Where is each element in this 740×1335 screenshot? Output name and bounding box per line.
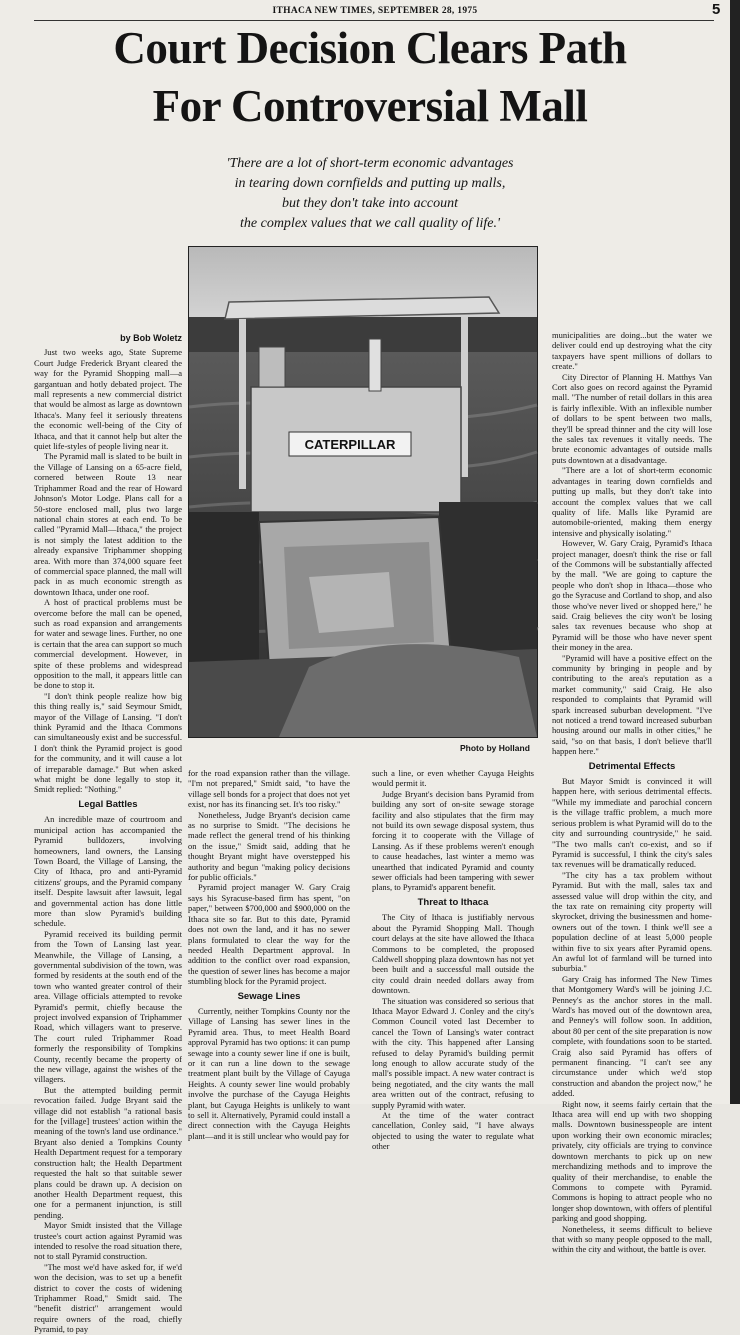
paragraph: An incredible maze of courtroom and municipal action has accompanied the Pyramid bulldozers, involving homeowners, land owners, the Lansing Town Board, the Village of Lansing, the City of Ithaca, pro and anti-Pyramid citizens' groups, and the Pyramid company itself. Despite lawsuit after lawsuit, legal and governmental action has done little more than slow Pyramid's building schedule.	[34, 814, 182, 929]
paragraph: The situation was considered so serious that Ithaca Mayor Edward J. Conley and the city's Common Council voted last December to cancel the Town of Lansing's water contract with the city. This happened after Lansing refused to delay Pyramid's building permit long enough to allow accurate study of the mall's possible impact. A new water contract is being negotiated, and the city wants the mall area written out of the contract, refusing to supply Pyramid with water.	[372, 995, 534, 1110]
paragraph: Mayor Smidt insisted that the Village trustee's court action against Pyramid was intended to resolve the road situation there, not to stall Pyramid construction.	[34, 1220, 182, 1262]
pullquote-line: in tearing down cornfields and putting up malls,	[234, 176, 506, 191]
paragraph: A host of practical problems must be overcome before the mall can be opened, such as road expansion and arrangements for water and sewage lines. Further, no one is certain that the area can support so much commercial development. However, in spite of these problems and widespread opposition to the mall, it appears little can be done to stop it.	[34, 597, 182, 691]
paragraph: "Pyramid will have a positive effect on the community by bringing in people and by contributing to the area's reputation as a market community," said Craig. He also responded to complaints that Pyramid will spark increased suburban development. "I've not noticed a trend toward increased suburban housing around our malls in other cities," he said, "so on that basis, I don't believe that'll happen here."	[552, 652, 712, 757]
paragraph: "There are a lot of short-term economic advantages in tearing down cornfields and putting up malls, but they don't take into account the complex values that we call quality of life. Malls like Pyramid are automobile-oriented, making them energy intensive and physically isolating."	[552, 465, 712, 538]
subhead-threat-to-ithaca: Threat to Ithaca	[417, 896, 489, 908]
article-column-1	[34, 331, 182, 1335]
pullquote-line: 'There are a lot of short-term economic advantages	[226, 156, 514, 171]
article-column-4	[552, 330, 712, 1255]
page-number: 5	[712, 1, 721, 18]
pullquote-line: but they don't take into account	[281, 196, 458, 211]
subhead-sewage-lines: Sewage Lines	[237, 990, 301, 1002]
paragraph: Nonetheless, Judge Bryant's decision came as no surprise to Smidt. "The decisions he made reflect the general trend of his thinking on the issue," Smidt said, adding that he thought Bryant might have overstepped his authority and begun "making policy decisions for public officials."	[188, 809, 350, 883]
subhead-detrimental-effects: Detrimental Effects	[588, 760, 676, 772]
paragraph: City Director of Planning H. Matthys Van Cort also goes on record against the Pyramid mall. "The number of retail dollars in this area is fairly inflexible. With an inflexible number of dollars to be spent between two malls, they'll be spread thinner and the city will lose the sales tax revenues it vitally needs. The brute economic advantages of outside malls puts downtown at a disadvantage.	[552, 371, 712, 465]
paragraph: Judge Bryant's decision bans Pyramid from building any sort of on-site sewage storage facility and also stipulates that the firm may not build its own sewage disposal system, thus forcing it to cooperate with the Village of Lansing. As if these problems weren't enough to cause headaches, last winter a memo was unearthed that indicated Pyramid and county sewer officials had been tampering with sewer plans, to Pyramid's apparent benefit.	[372, 788, 534, 893]
paragraph: "The most we'd have asked for, if we'd won the decision, was to set up a benefit district to cover the costs of widening Triphammer Road," Smidt said. The "benefit district" arrangement would require owners of the road, chiefly Pyramid, to pay	[34, 1261, 182, 1335]
paragraph: However, W. Gary Craig, Pyramid's Ithaca project manager, doesn't think the rise or fall of the Commons will be substantially affected by the mall. "We are going to capture the people who don't shop in Ithaca—those who go the Syracuse and Cortland to shop, and also those who've never lived or shopped here," he said. Craig believes the city won't be losing sales tax revenues because who shop at Pyramid will be those who have never spent their money in the area.	[552, 538, 712, 653]
paragraph: "I don't think people realize how big this thing really is," said Seymour Smidt, mayor of the Village of Lansing. "I don't think Pyramid and the Ithaca Commons can simultaneously exist and be successful. I don't think the Pyramid project is good for the community, and it will cause a lot of irreparable damage." But when asked what might be done legally to stop it, Smidt replied: "Nothing."	[34, 690, 182, 795]
headline-line-2: For Controversial Mall	[152, 81, 588, 131]
top-rule	[34, 20, 714, 21]
caterpillar-label: CATERPILLAR	[304, 437, 396, 452]
article-column-3	[372, 768, 534, 1152]
paragraph: Pyramid project manager W. Gary Craig says his Syracuse-based firm has spent, "on paper," between $700,000 and $900,000 on the Ithaca site so far. But to this date, Pyramid does not own the land, and it has no sewer plans formulated to clear the way for the needed Health Department approval. In addition to the conflict over road expansion, the question of sewer lines has become a major stumbling block for the Pyramid project.	[188, 882, 350, 987]
paragraph: municipalities are doing...but the water we deliver could end up destroying what the city taxpayers have spent millions of dollars to create."	[552, 330, 712, 372]
paragraph: But Mayor Smidt is convinced it will happen here, with serious detrimental effects. "While my immediate and parochial concern is the village traffic problem, a much more serious problem is what Pyramid will do to the city and surrounding countryside," he said. "The two malls can't co-exist, and so if Pyramid is successful, I think the city's sales tax revenues will be dramatically reduced.	[552, 776, 712, 870]
bulldozer-photo	[188, 246, 538, 738]
paragraph: Nonetheless, it seems difficult to believe that with so many people opposed to the mall, within the city and without, the battle is over.	[552, 1223, 712, 1255]
paragraph: such a line, or even whether Cayuga Heights would permit it.	[372, 768, 534, 789]
paragraph: At the time of the water contract cancellation, Conley said, "I have always objected to using the water to regulate what other	[372, 1110, 534, 1152]
byline: by Bob Woletz	[120, 333, 182, 343]
paragraph: Currently, neither Tompkins County nor the Village of Lansing has sewer lines in the Pyramid area. Thus, to meet Health Board approval Pyramid has two options: it can pump sewage into a county sewer line if one is built, or it can run a line down to the sewage treatment plant built by the Village of Cayuga Heights. A county sewer line would probably involve the purchase of the Cayuga Heights plant, but Cayuga Heights is unlikely to want to sell it. Alternatively, Pyramid could install a direct connection with the Cayuga Heights plant—and it is still unclear who would pay for	[188, 1005, 350, 1141]
paragraph: The Pyramid mall is slated to be built in the Village of Lansing on a 65-acre field, cornered between Route 13 near Triphammer Road and the rear of Howard Johnson's Motor Lodge. Plans call for a 50-store enclosed mall, plus two large national chain stores at each end. To be called "Pyramid Mall—Ithaca," the project is not simply the latest addition to the already expansive Triphammer shopping area. With more than 374,000 square feet of commercial space planned, the mall will pack in as much economic strength as downtown Ithaca, under one roof.	[34, 451, 182, 597]
paragraph: Pyramid received its building permit from the Town of Lansing last year. Meanwhile, the Village of Lansing, a governmental subdivision of the town, was formed by residents at the south end of the town who wanted greater control of their area. Village officials attempted to revoke Pyramid's permit, chiefly because the project involved expansion of Triphammer Road, which villagers want to preserve. The court ruled Triphammer Road formerly the responsibility of Tompkins County, recently became the property of the new village, against the wishes of the villagers.	[34, 928, 182, 1085]
paragraph: Just two weeks ago, State Supreme Court Judge Frederick Bryant cleared the way for the Pyramid Shopping mall—a gargantuan and hotly debated project. The mall represents a new commercial district that would be almost as large as downtown Ithaca's. Many feel it seriously threatens the economic well-being of the City of Ithaca, and that it cannot help but alter the quiet life-styles of people living near it.	[34, 347, 182, 452]
paragraph: But the attempted building permit revocation failed. Judge Bryant said the village did not establish "a rational basis for the [village] trustees' action within the meaning of the town's land use ordinance." Bryant also denied a Tompkins County Health Department request for a temporary construction halt; the Health Department requested the halt so that suitable sewer plans could be drawn up. A decision on another Health Department request, this one for a permanent injunction, is still pending.	[34, 1084, 182, 1220]
headline-line-1: Court Decision Clears Path	[113, 23, 627, 73]
paragraph: for the road expansion rather than the village. "I'm not prepared," Smidt said, "to have the village sell bonds for a project that does not yet exist, nor has its financing set. It's too risky."	[188, 768, 350, 810]
paragraph: Right now, it seems fairly certain that the Ithaca area will end up with two shopping malls. Downtown businesspeople are intent upon working their own economic miracles; privately, city officials are trying to convince downtown merchants to pick up on new merchandizing methods and to improve the quality of their merchandise, to enable the Commons to compete with Pyramid. Commons is hoping to attract people who no longer shop downtown, with offers of plentiful parking and good shopping.	[552, 1098, 712, 1224]
photo-credit: Photo by Holland	[460, 743, 530, 753]
paragraph: "The city has a tax problem without Pyramid. But with the mall, sales tax and assessed value will drop within the city, and the tax rate on remaining city property will skyrocket, driving the businessmen and home-owners out of the town. I think we'll see a population decline of at least 5,000 people within five to six years after Pyramid opens. An awful lot of farmland will be turned into suburbia."	[552, 869, 712, 974]
article-column-2	[188, 768, 350, 1141]
binding-edge	[730, 0, 740, 1104]
paragraph: The City of Ithaca is justifiably nervous about the Pyramid Shopping Mall. Though court delays at the site have allowed the Ithaca Commons to be completed, the proposed Caldwell shopping plaza downtown has not yet been built and a successful mall outside the city could drain needed dollars away from downtown.	[372, 912, 534, 996]
masthead-date-line: ITHACA NEW TIMES, SEPTEMBER 28, 1975	[272, 6, 478, 16]
paragraph: Gary Craig has informed The New Times that Montgomery Ward's will be joining J.C. Penney's as the anchor stores in the mall. Ward's has moved out of the downtown area, and Penney's will follow soon. In addition, about 80 per cent of the site preparation is now complete, with foundations soon to be started. Craig also said Pyramid has offers of permanent financing. "I can't see any circumstance under which we'd stop construction and abandon the project now," he added.	[552, 973, 712, 1099]
pullquote-line: the complex values that we call quality of life.'	[240, 216, 500, 231]
subhead-legal-battles: Legal Battles	[78, 798, 138, 810]
